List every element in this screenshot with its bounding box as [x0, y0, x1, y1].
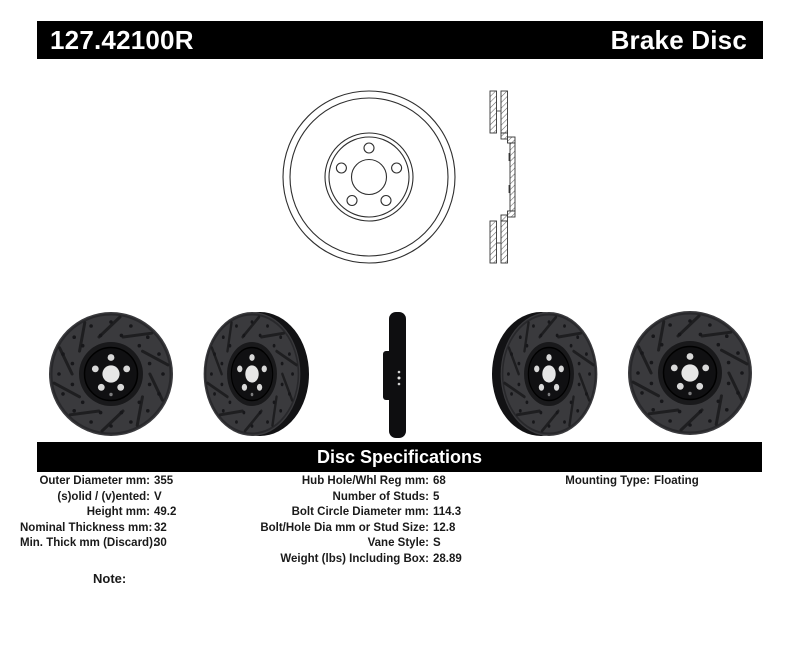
spec-column-dimensions	[20, 474, 176, 552]
spec-value: 32	[154, 521, 167, 534]
spec-value: 5	[433, 490, 440, 503]
spec-label: Vane Style:	[367, 537, 429, 550]
rotor-photo-angled-right	[492, 312, 597, 436]
spec-label: Weight (lbs) Including Box:	[280, 552, 429, 565]
spec-label: Nominal Thickness mm:	[20, 521, 153, 534]
disc-front-drawing	[281, 89, 457, 265]
spec-value: 30	[154, 537, 167, 550]
product-type: Brake Disc	[610, 24, 747, 55]
spec-row	[540, 474, 699, 490]
spec-row	[20, 505, 176, 521]
rotor-photo-angled-left	[204, 312, 309, 436]
spec-value: 114.3	[433, 506, 462, 519]
spec-label: Min. Thick mm (Discard):	[20, 537, 157, 550]
spec-value: S	[433, 537, 441, 550]
spec-label: Mounting Type:	[565, 475, 650, 487]
rotor-photos-row	[0, 300, 800, 450]
spec-label: (s)olid / (v)ented:	[57, 490, 150, 503]
spec-label: Height mm:	[86, 506, 150, 519]
spec-row	[245, 474, 462, 490]
rotor-photo-front-left	[49, 312, 173, 436]
spec-title-bar	[37, 442, 762, 472]
disc-cross-section-drawing	[486, 89, 528, 265]
rotor-photo-edge-view	[383, 312, 406, 438]
spec-row	[245, 505, 462, 521]
spec-value: 12.8	[433, 521, 456, 534]
spec-label: Number of Studs:	[332, 490, 429, 503]
spec-column-mounting	[540, 474, 699, 490]
part-number: 127.42100R	[50, 24, 194, 55]
spec-column-hub	[245, 474, 462, 568]
note-label: Note:	[93, 571, 127, 586]
spec-label: Outer Diameter mm:	[39, 475, 150, 487]
spec-row	[245, 536, 462, 552]
spec-value: 355	[154, 475, 174, 487]
spec-row	[20, 490, 176, 506]
spec-label: Hub Hole/Whl Reg mm:	[301, 475, 429, 487]
spec-value: 28.89	[433, 552, 462, 565]
rotor-photo-front-right	[628, 311, 752, 435]
spec-label: Bolt Circle Diameter mm:	[291, 506, 429, 519]
spec-row	[245, 521, 462, 537]
spec-row	[20, 474, 176, 490]
spec-value: V	[154, 490, 162, 503]
spec-row	[245, 490, 462, 506]
spec-row	[245, 552, 462, 568]
spec-value: 68	[433, 475, 446, 487]
spec-row	[20, 521, 176, 537]
spec-value: Floating	[654, 475, 699, 487]
spec-title: Disc Specifications	[316, 446, 483, 467]
spec-value: 49.2	[154, 506, 177, 519]
header-bar	[37, 21, 763, 59]
spec-label: Bolt/Hole Dia mm or Stud Size:	[260, 521, 429, 534]
spec-row	[20, 536, 176, 552]
